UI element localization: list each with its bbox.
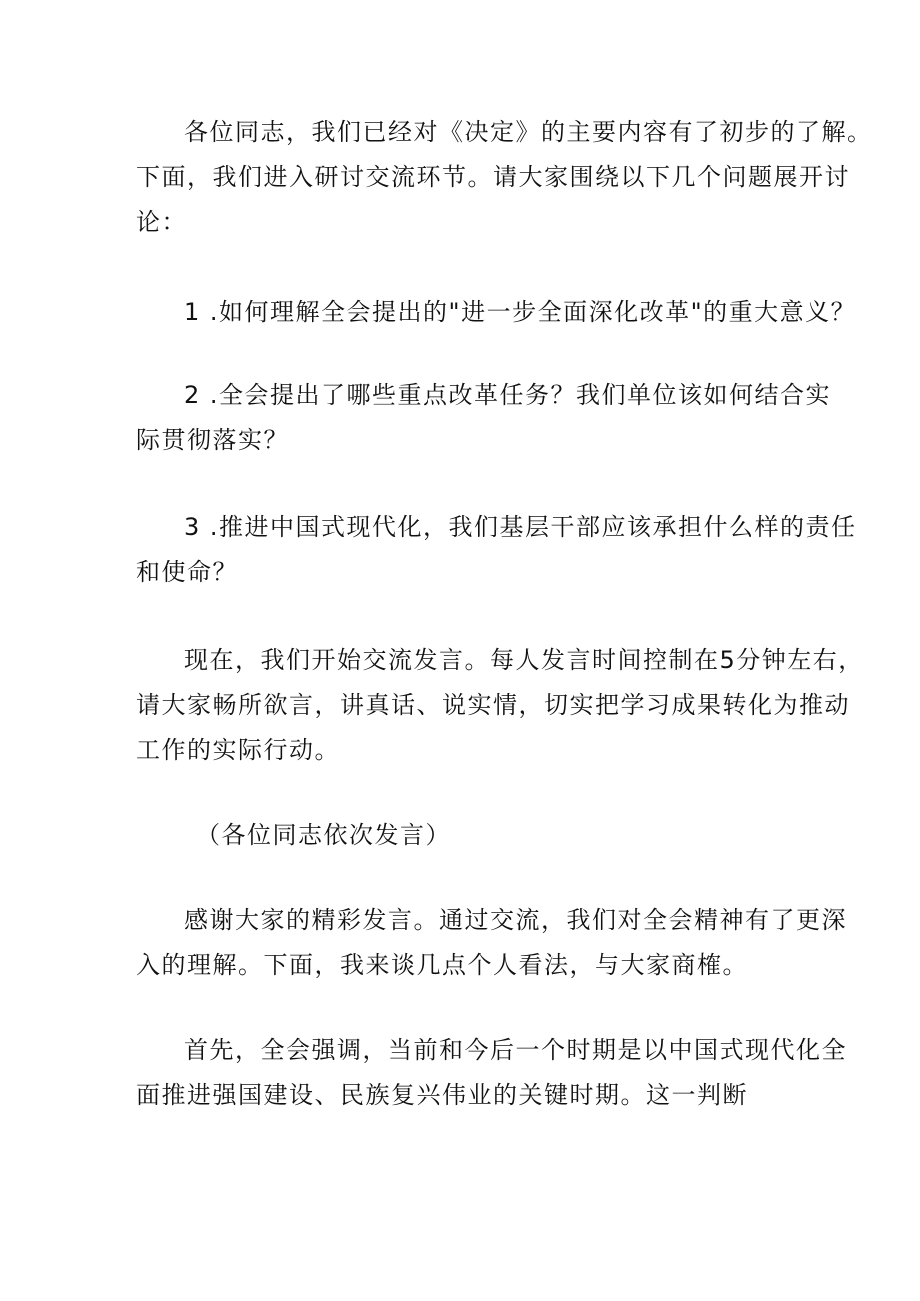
paragraph-thanks bbox=[136, 898, 847, 988]
text-line: 下面，我们进入研讨交流环节。请大家围绕以下几个问题展开讨 bbox=[136, 163, 850, 191]
text-line: 和使命？ bbox=[136, 558, 238, 586]
paragraph-exchange bbox=[136, 638, 864, 773]
paragraph-intro bbox=[136, 110, 873, 245]
text-line: 际贯彻落实？ bbox=[136, 426, 289, 454]
text-line: 请大家畅所欲言，讲真话、说实情，切实把学习成果转化为推动 bbox=[136, 691, 850, 719]
text-line: 现在，我们开始交流发言。每人发言时间控制在5分钟左右， bbox=[184, 646, 864, 674]
text-line: 首先，全会强调，当前和今后一个时期是以中国式现代化全 bbox=[184, 1036, 847, 1064]
text-line: 入的理解。下面，我来谈几点个人看法，与大家商榷。 bbox=[136, 951, 748, 979]
text-line: 面推进强国建设、民族复兴伟业的关键时期。这一判断 bbox=[136, 1081, 748, 1109]
text-line: 2 .全会提出了哪些重点改革任务？我们单位该如何结合实 bbox=[184, 381, 832, 409]
text-line: 各位同志，我们已经对《决定》的主要内容有了初步的了解。 bbox=[184, 118, 873, 146]
text-line: 论： bbox=[136, 208, 187, 236]
text-line: （各位同志依次发言） bbox=[196, 821, 451, 849]
text-line: 工作的实际行动。 bbox=[136, 736, 340, 764]
text-line: 1 .如何理解全会提出的"进一步全面深化改革"的重大意义？ bbox=[184, 298, 857, 326]
text-line: 感谢大家的精彩发言。通过交流，我们对全会精神有了更深 bbox=[184, 906, 847, 934]
paragraph-first-point bbox=[136, 1028, 847, 1118]
question-item-2 bbox=[136, 373, 832, 463]
question-item-3 bbox=[136, 505, 857, 595]
paragraph-note bbox=[136, 813, 804, 858]
question-item-1 bbox=[136, 290, 857, 335]
text-line: 3 .推进中国式现代化，我们基层干部应该承担什么样的责任 bbox=[184, 513, 857, 541]
